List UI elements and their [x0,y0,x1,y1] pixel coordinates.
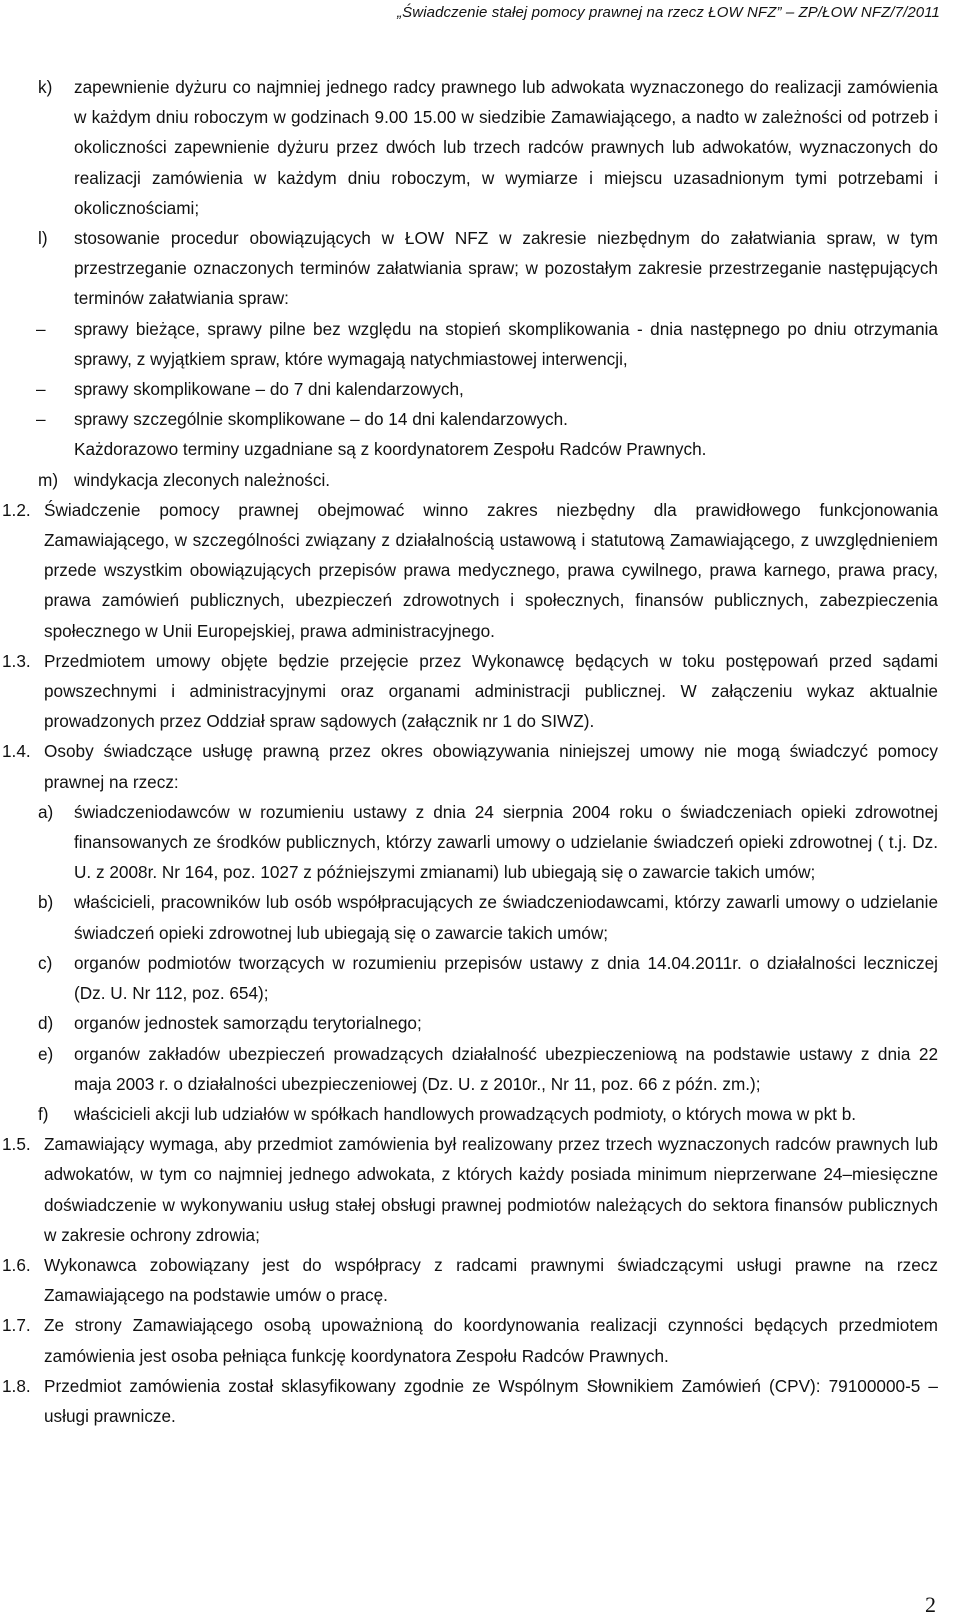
section-number: 1.5. [2,1134,31,1155]
dash-item-text: sprawy skomplikowane – do 7 dni kalendarzowych, [74,379,464,400]
list-item-k [38,72,938,223]
section-text: Świadczenie pomocy prawnej obejmować winno zakres niezbędny dla prawidłowego funkcjonowania Zamawiającego, w szczególności związany z działalnością ustawową i statutową Zamawiającego, z uwzględnieniem przede wszystkim obowiązujących przepisów prawa medycznego, prawa cywilnego, prawa karnego, prawa pracy, prawa zamówień publicznych, ubezpieczeń zdrowotnych i społecznych, finansów publicznych, zabezpieczenia społecznego w Unii Europejskiej, prawa administracyjnego. [44,499,938,641]
dash-item-1 [38,314,938,374]
dash-marker: – [36,409,46,430]
list-item-e [38,1039,938,1099]
section-number: 1.6. [2,1254,31,1275]
list-marker: e) [38,1043,54,1064]
section-text: Ze strony Zamawiającego osobą upoważnioną do koordynowania realizacji czynności będących przedmiotem zamówienia jest osoba pełniąca funkcję koordynatora Zespołu Radców Prawnych. [44,1315,938,1366]
list-item-text: świadczeniodawców w rozumieniu ustawy z dnia 24 sierpnia 2004 roku o świadczeniach opieki zdrowotnej finansowanych ze środków publicznych, którzy zawarli umowy o udzielanie świadczeń opieki zdrowotnej ( t.j. Dz. U. z 2008r. Nr 164, poz. 1027 z późniejszymi zmianami) lub ubiegają się o zawarcie takich umów; [74,801,938,883]
list-item-a [38,797,938,888]
list-item-text: właścicieli, pracowników lub osób współpracujących ze świadczeniodawcami, którzy zawarli umowy o udzielanie świadczeń opieki zdrowotnej lub ubiegają się o zawarcie takich umów; [74,892,938,943]
list-item-text: windykacja zleconych należności. [74,469,331,490]
section-number: 1.2. [2,499,31,520]
section-1-8 [2,1371,938,1431]
document-body [2,72,938,1431]
list-marker: k) [38,77,53,97]
list-marker: l) [38,228,48,249]
section-number: 1.7. [2,1315,31,1336]
section-number: 1.8. [2,1375,31,1396]
dash-item-text: sprawy szczególnie skomplikowane – do 14 dni kalendarzowych. [74,409,568,430]
section-1-4 [2,736,938,796]
list-marker: c) [38,952,53,973]
section-1-3 [2,646,938,737]
list-marker: m) [38,469,59,490]
list-item-f [38,1099,938,1129]
list-item-text: organów zakładów ubezpieczeń prowadzących działalność ubezpieczeniową na podstawie ustawy z dnia 22 maja 2003 r. o działalności ubezpieczeniowej (Dz. U. z 2010r., Nr 11, poz. 66 z późn. zm.); [74,1043,938,1094]
section-1-5 [2,1129,938,1250]
dash-marker: – [36,379,46,400]
page-number: 2 [925,1592,936,1617]
list-item-m [38,465,938,495]
section-text: Przedmiot zamówienia został sklasyfikowany zgodnie ze Wspólnym Słownikiem Zamówień (CPV): 79100000-5 – usługi prawnicze. [44,1375,938,1426]
list-marker: b) [38,892,54,913]
list-item-text: organów podmiotów tworzących w rozumieniu przepisów ustawy z dnia 14.04.2011r. o działalności leczniczej (Dz. U. Nr 112, poz. 654); [74,952,938,1004]
section-text: Wykonawca zobowiązany jest do współpracy z radcami prawnymi świadczącymi usługi prawne na rzecz Zamawiającego na podstawie umów o pracę. [44,1254,938,1306]
list-item-b [38,887,938,947]
section-number: 1.3. [2,650,31,671]
list-item-d [38,1008,938,1038]
list-item-text: organów jednostek samorządu terytorialnego; [74,1013,422,1034]
list-marker: f) [38,1103,49,1124]
document-header: „Świadczenie stałej pomocy prawnej na rzecz ŁOW NFZ” – ZP/ŁOW NFZ/7/2011 [397,4,940,21]
list-item-text: stosowanie procedur obowiązujących w ŁOW NFZ w zakresie niezbędnym do załatwiania spraw, w tym przestrzeganie oznaczonych terminów załatwiania spraw; w pozostałym zakresie przestrzeganie następujących terminów załatwiania spraw: [74,228,938,309]
list-marker: a) [38,801,54,822]
dash-item-text: sprawy bieżące, sprawy pilne bez względu na stopień skomplikowania - dnia następnego po dniu otrzymania sprawy, z wyjątkiem spraw, które wymagają natychmiastowej interwencji, [74,318,938,369]
dash-marker: – [36,318,46,339]
section-text: Zamawiający wymaga, aby przedmiot zamówienia był realizowany przez trzech wyznaczonych radców prawnych lub adwokatów, w tym co najmniej jednego adwokata, z których każdy posiada minimum nieprzerwane 24–miesięczne doświadczenie w wykonywaniu usług stałej obsługi prawnej podmiotów należących do sektora finansów publicznych w zakresie ochrony zdrowia; [44,1134,938,1245]
deadline-note: Każdorazowo terminy uzgadniane są z koordynatorem Zespołu Radców Prawnych. [74,439,707,460]
list-marker: d) [38,1013,54,1034]
section-1-7 [2,1310,938,1370]
list-item-c [38,948,938,1008]
section-1-6 [2,1250,938,1310]
list-item-l [38,223,938,314]
dash-item-2 [38,374,938,404]
section-1-2 [2,495,938,646]
dash-item-3 [38,404,938,434]
section-text: Przedmiotem umowy objęte będzie przejęcie przez Wykonawcę będących w toku postępowań przed sądami powszechnymi i administracyjnymi oraz organami administracji publicznej. W załączeniu wykaz aktualnie prowadzonych przez Oddział spraw sądowych (załącznik nr 1 do SIWZ). [44,650,938,732]
list-item-text: zapewnienie dyżuru co najmniej jednego radcy prawnego lub adwokata wyznaczonego do realizacji zamówienia w każdym dniu roboczym w godzinach 9.00 15.00 w siedzibie Zamawiającego, a nadto w zależności od potrzeb i okoliczności zapewnienie dyżuru przez dwóch lub trzech radców prawnych lub adwokatów, wyznaczonych do realizacji zamówienia w każdym dniu roboczym, w wymiarze i miejscu uzasadnionym tymi potrzebami i okolicznościami; [74,77,938,218]
list-item-text: właścicieli akcji lub udziałów w spółkach handlowych prowadzących podmioty, o których mowa w pkt b. [74,1103,857,1124]
section-text: Osoby świadczące usługę prawną przez okres obowiązywania niniejszej umowy nie mogą świadczyć pomocy prawnej na rzecz: [44,741,938,792]
section-number: 1.4. [2,741,31,762]
